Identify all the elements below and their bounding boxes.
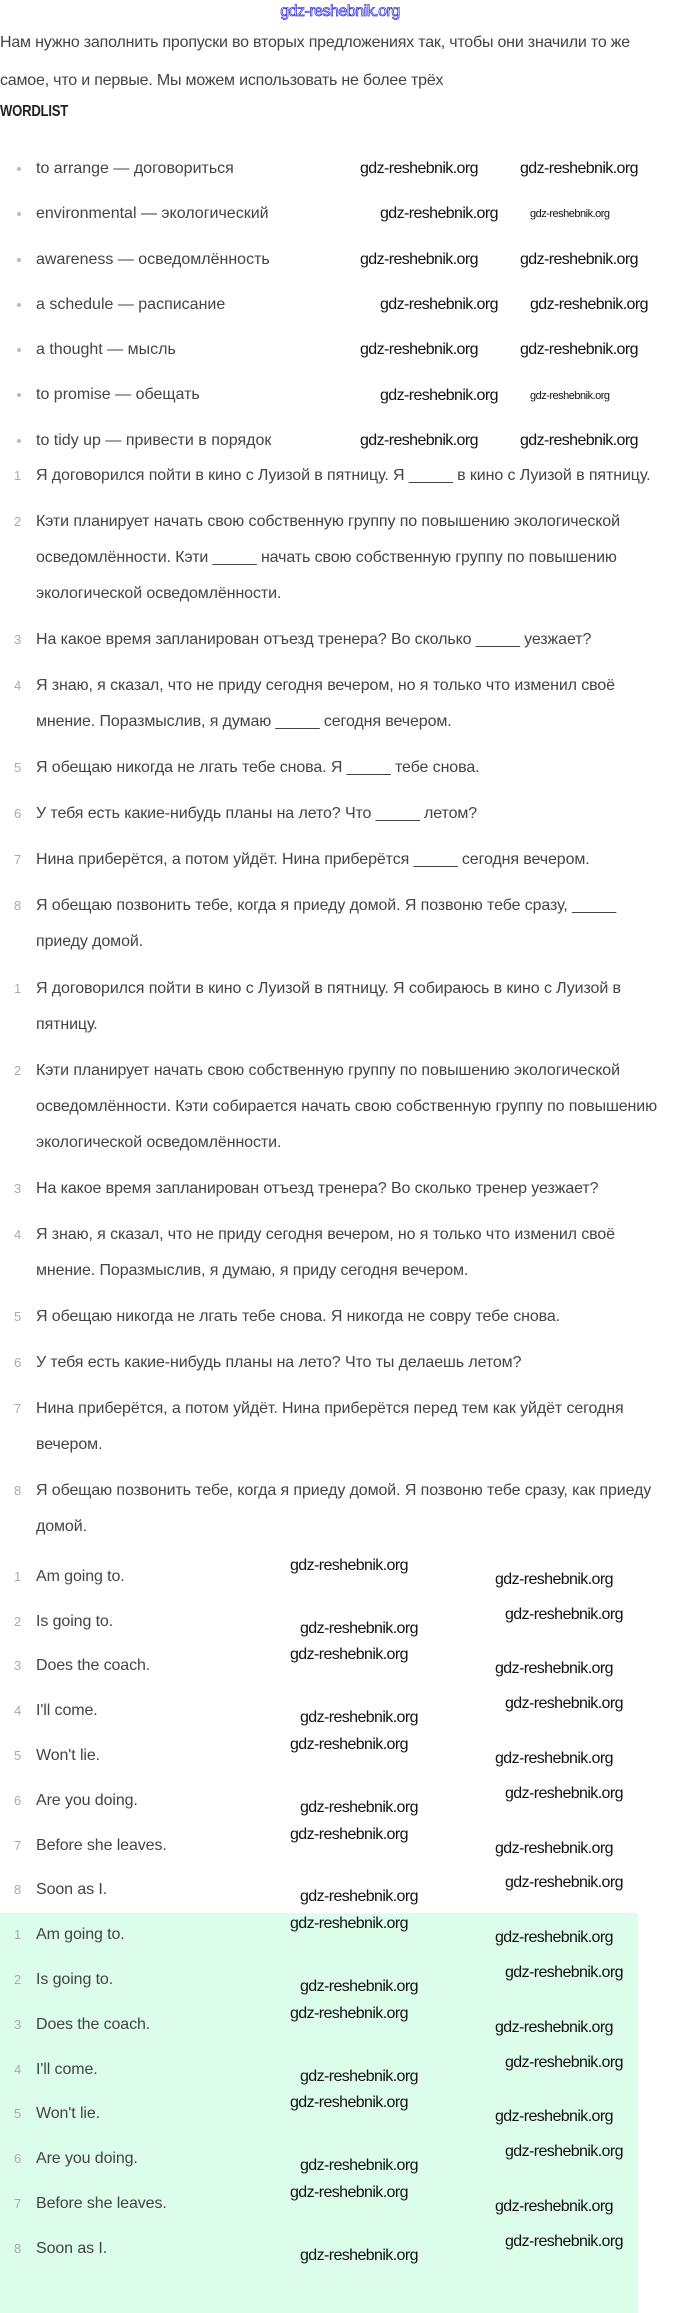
watermark: gdz-reshebnik.org bbox=[505, 1784, 623, 1802]
translations-list bbox=[0, 971, 680, 1545]
watermark: gdz-reshebnik.org bbox=[300, 1977, 418, 1995]
bullet-icon bbox=[17, 167, 21, 171]
highlighted-answer-item-text: Am going to. bbox=[36, 1926, 125, 1944]
watermark: gdz-reshebnik.org bbox=[290, 2094, 408, 2112]
answer-item-text: Before she leaves. bbox=[36, 1836, 167, 1854]
wordlist-item bbox=[0, 157, 234, 202]
item-number: 6 bbox=[14, 1792, 22, 1808]
item-number: 2 bbox=[14, 1062, 22, 1078]
watermark: gdz-reshebnik.org bbox=[300, 1619, 418, 1637]
watermark: gdz-reshebnik.org bbox=[300, 2246, 418, 2264]
bullet-icon bbox=[17, 258, 21, 262]
watermark: gdz-reshebnik.org bbox=[290, 2004, 408, 2022]
wordlist-heading bbox=[0, 100, 680, 124]
watermark: gdz-reshebnik.org bbox=[530, 389, 610, 402]
item-number: 3 bbox=[14, 2016, 22, 2032]
item-number: 7 bbox=[14, 1400, 22, 1416]
translation-item-text: Я обещаю никогда не лгать тебе снова. Я никогда не совру тебе снова. bbox=[36, 1307, 560, 1325]
watermark: gdz-reshebnik.org bbox=[505, 1695, 623, 1713]
highlighted-answer-item bbox=[0, 2227, 121, 2272]
item-number: 2 bbox=[14, 1971, 22, 1987]
wordlist-item-text: to arrange — договориться bbox=[36, 160, 234, 177]
wordlist-item-text: a thought — мысль bbox=[36, 341, 176, 359]
wordlist-item bbox=[0, 248, 270, 293]
highlighted-answer-item-text: Are you doing. bbox=[36, 2150, 138, 2168]
question-item bbox=[0, 842, 680, 878]
translation-item-text: Я знаю, я сказал, что не приду сегодня вечером, но я только что изменил своё мнение. Поразмыслив, я думаю, я приду сегодня вечером. bbox=[36, 1225, 615, 1279]
translation-item bbox=[0, 1171, 680, 1207]
highlighted-answer-item bbox=[0, 2182, 181, 2227]
watermark: gdz-reshebnik.org bbox=[505, 1963, 623, 1981]
answer-item bbox=[0, 1644, 164, 1689]
question-item-text: Я обещаю позвонить тебе, когда я приеду домой. Я позвоню тебе сразу, _____ приеду домой. bbox=[36, 896, 617, 950]
item-number: 6 bbox=[14, 805, 22, 821]
question-item-text: У тебя есть какие-нибудь планы на лето? Что _____ летом? bbox=[36, 804, 478, 822]
item-number: 5 bbox=[14, 759, 22, 775]
translation-item-text: Нина приберётся, а потом уйдёт. Нина приберётся перед тем как уйдёт сегодня вечером. bbox=[36, 1399, 624, 1453]
wordlist-item bbox=[0, 429, 271, 453]
answer-item-text: Won't lie. bbox=[36, 1746, 101, 1764]
wordlist-heading-text: WORDLIST bbox=[0, 103, 68, 120]
watermark: gdz-reshebnik.org bbox=[290, 1915, 408, 1933]
watermark: gdz-reshebnik.org bbox=[300, 2067, 418, 2085]
item-number: 4 bbox=[14, 2061, 22, 2077]
watermark: gdz-reshebnik.org bbox=[300, 1709, 418, 1727]
watermark: gdz-reshebnik.org bbox=[520, 431, 638, 449]
item-number: 8 bbox=[14, 897, 22, 913]
wordlist-item-text: awareness — осведомлённость bbox=[36, 250, 270, 268]
translation-item-text: У тебя есть какие-нибудь планы на лето? Что ты делаешь летом? bbox=[36, 1353, 522, 1371]
answer-item bbox=[0, 1779, 152, 1824]
watermark: gdz-reshebnik.org bbox=[380, 386, 498, 404]
wordlist-item-text: to promise — обещать bbox=[36, 386, 200, 404]
translation-item-text: На какое время запланирован отъезд тренера? Во сколько тренер уезжает? bbox=[36, 1179, 599, 1197]
highlighted-answer-item-text: Is going to. bbox=[36, 1970, 114, 1988]
highlighted-answer-item-text: Won't lie. bbox=[36, 2105, 101, 2123]
item-number: 8 bbox=[14, 1882, 22, 1898]
watermark: gdz-reshebnik.org bbox=[530, 295, 648, 313]
item-number: 7 bbox=[14, 1837, 22, 1853]
watermark: gdz-reshebnik.org bbox=[495, 1660, 613, 1678]
answer-item bbox=[0, 1689, 112, 1734]
wordlist-item-text: to tidy up — привести в порядок bbox=[36, 431, 272, 449]
answer-item bbox=[0, 1734, 114, 1779]
watermark: gdz-reshebnik.org bbox=[495, 1570, 613, 1588]
watermark: gdz-reshebnik.org bbox=[300, 1888, 418, 1906]
answer-item-text: Is going to. bbox=[36, 1612, 114, 1630]
answer-item-text: I'll come. bbox=[36, 1702, 98, 1720]
watermark: gdz-reshebnik.org bbox=[495, 2197, 613, 2215]
translation-item bbox=[0, 971, 680, 1043]
item-number: 3 bbox=[14, 631, 22, 647]
question-item-text: На какое время запланирован отъезд тренера? Во сколько _____ уезжает? bbox=[36, 630, 592, 648]
item-number: 8 bbox=[14, 2240, 22, 2256]
item-number: 7 bbox=[14, 851, 22, 867]
watermark: gdz-reshebnik.org bbox=[505, 1874, 623, 1892]
item-number: 1 bbox=[14, 1568, 22, 1584]
question-item bbox=[0, 458, 680, 494]
watermark: gdz-reshebnik.org bbox=[380, 295, 498, 313]
question-item bbox=[0, 750, 680, 786]
translation-item-text: Кэти планирует начать свою собственную группу по повышению экологической осведомлённости. Кэти собирается начать свою собственную группу по повышению экологической осведомлённости. bbox=[36, 1061, 657, 1151]
wordlist-item bbox=[0, 338, 176, 383]
translation-item bbox=[0, 1345, 680, 1381]
bullet-icon bbox=[17, 439, 21, 443]
wordlist-item bbox=[0, 293, 225, 338]
answer-item-text: Am going to. bbox=[36, 1567, 125, 1585]
highlighted-answer-item bbox=[0, 2003, 164, 2048]
item-number: 4 bbox=[14, 1703, 22, 1719]
questions-list bbox=[0, 458, 680, 960]
item-number: 2 bbox=[14, 1613, 22, 1629]
watermark: gdz-reshebnik.org bbox=[290, 1825, 408, 1843]
item-number: 4 bbox=[14, 677, 22, 693]
question-item bbox=[0, 622, 680, 658]
watermark: gdz-reshebnik.org bbox=[505, 2053, 623, 2071]
highlighted-answer-item bbox=[0, 2137, 152, 2182]
watermark: gdz-reshebnik.org bbox=[360, 341, 478, 359]
question-item-text: Я обещаю никогда не лгать тебе снова. Я _____ тебе снова. bbox=[36, 758, 480, 776]
translation-item bbox=[0, 1053, 680, 1161]
watermark: gdz-reshebnik.org bbox=[290, 1556, 408, 1574]
watermark: gdz-reshebnik.org bbox=[495, 1839, 613, 1857]
highlighted-answer-item bbox=[0, 1913, 139, 1958]
item-number: 2 bbox=[14, 513, 22, 529]
watermark: gdz-reshebnik.org bbox=[520, 160, 638, 177]
site-watermark: gdz-reshebnik.org bbox=[280, 3, 400, 20]
question-item bbox=[0, 796, 680, 832]
watermark: gdz-reshebnik.org bbox=[360, 431, 478, 449]
question-item-text: Кэти планирует начать свою собственную группу по повышению экологической осведомлённости. Кэти _____ начать свою собственную группу по повышению экологической осведомлённости. bbox=[36, 512, 620, 602]
translation-item bbox=[0, 1217, 680, 1289]
item-number: 5 bbox=[14, 1308, 22, 1324]
item-number: 5 bbox=[14, 1747, 22, 1763]
translation-item bbox=[0, 1299, 680, 1335]
watermark: gdz-reshebnik.org bbox=[495, 1749, 613, 1767]
watermark: gdz-reshebnik.org bbox=[495, 1929, 613, 1947]
watermark: gdz-reshebnik.org bbox=[380, 205, 498, 223]
watermark: gdz-reshebnik.org bbox=[360, 160, 478, 177]
item-number: 5 bbox=[14, 2106, 22, 2122]
highlighted-answer-item-text: Does the coach. bbox=[36, 2015, 151, 2033]
watermark: gdz-reshebnik.org bbox=[530, 208, 610, 221]
watermark: gdz-reshebnik.org bbox=[290, 1646, 408, 1664]
answer-item bbox=[0, 1555, 139, 1600]
wordlist-item-text: environmental — экологический bbox=[36, 205, 269, 223]
highlighted-answer-item bbox=[0, 2048, 112, 2093]
watermark: gdz-reshebnik.org bbox=[290, 1735, 408, 1753]
question-item bbox=[0, 668, 680, 740]
watermark: gdz-reshebnik.org bbox=[300, 1798, 418, 1816]
question-item-text: Нина приберётся, а потом уйдёт. Нина приберётся _____ сегодня вечером. bbox=[36, 850, 590, 868]
bullet-icon bbox=[17, 212, 21, 216]
bullet-icon bbox=[17, 303, 21, 307]
translation-item bbox=[0, 1473, 680, 1545]
item-number: 1 bbox=[14, 1927, 22, 1943]
translation-item-text: Я договорился пойти в кино с Луизой в пятницу. Я собираюсь в кино с Луизой в пятницу. bbox=[36, 979, 621, 1033]
item-number: 6 bbox=[14, 1354, 22, 1370]
watermark: gdz-reshebnik.org bbox=[505, 2143, 623, 2161]
watermark: gdz-reshebnik.org bbox=[505, 1605, 623, 1623]
watermark: gdz-reshebnik.org bbox=[520, 341, 638, 359]
watermark: gdz-reshebnik.org bbox=[495, 2108, 613, 2126]
watermark: gdz-reshebnik.org bbox=[360, 250, 478, 268]
item-number: 1 bbox=[14, 980, 22, 996]
watermark: gdz-reshebnik.org bbox=[290, 2183, 408, 2201]
item-number: 6 bbox=[14, 2151, 22, 2167]
task-instructions: Нам нужно заполнить пропуски во вторых предложениях так, чтобы они значили то же самое, что и первые. Мы можем использовать не более трёх bbox=[0, 34, 631, 89]
answer-item-text: Does the coach. bbox=[36, 1657, 151, 1675]
wordlist-item bbox=[0, 383, 200, 428]
question-item-text: Я знаю, я сказал, что не приду сегодня вечером, но я только что изменил своё мнение. Поразмыслив, я думаю _____ сегодня вечером. bbox=[36, 676, 615, 730]
translation-item-text: Я обещаю позвонить тебе, когда я приеду домой. Я позвоню тебе сразу, как приеду домой. bbox=[36, 1481, 652, 1535]
bullet-icon bbox=[17, 348, 21, 352]
bullet-icon bbox=[17, 393, 21, 397]
highlighted-answer-item-text: Before she leaves. bbox=[36, 2194, 167, 2212]
watermark: gdz-reshebnik.org bbox=[495, 2018, 613, 2036]
highlighted-answer-item bbox=[0, 2092, 114, 2137]
question-item-text: Я договорился пойти в кино с Луизой в пятницу. Я _____ в кино с Луизой в пятницу. bbox=[36, 466, 651, 484]
answer-item-text: Soon as I. bbox=[36, 1881, 108, 1899]
highlighted-answer-item-text: Soon as I. bbox=[36, 2239, 108, 2257]
item-number: 3 bbox=[14, 1658, 22, 1674]
question-item bbox=[0, 888, 680, 960]
wordlist-item bbox=[0, 202, 269, 247]
answer-item bbox=[0, 1600, 127, 1645]
item-number: 1 bbox=[14, 467, 22, 483]
item-number: 3 bbox=[14, 1180, 22, 1196]
watermark: gdz-reshebnik.org bbox=[300, 2157, 418, 2175]
item-number: 8 bbox=[14, 1482, 22, 1498]
answer-item bbox=[0, 1824, 181, 1869]
watermark: gdz-reshebnik.org bbox=[520, 250, 638, 268]
answer-item bbox=[0, 1868, 121, 1913]
item-number: 4 bbox=[14, 1226, 22, 1242]
translation-item bbox=[0, 1391, 680, 1463]
highlighted-answer-item-text: I'll come. bbox=[36, 2060, 98, 2078]
answer-item-text: Are you doing. bbox=[36, 1791, 138, 1809]
item-number: 7 bbox=[14, 2195, 22, 2211]
question-item bbox=[0, 504, 680, 612]
highlighted-answer-item bbox=[0, 1958, 127, 2003]
watermark: gdz-reshebnik.org bbox=[505, 2232, 623, 2250]
wordlist-item-text: a schedule — расписание bbox=[36, 295, 226, 313]
